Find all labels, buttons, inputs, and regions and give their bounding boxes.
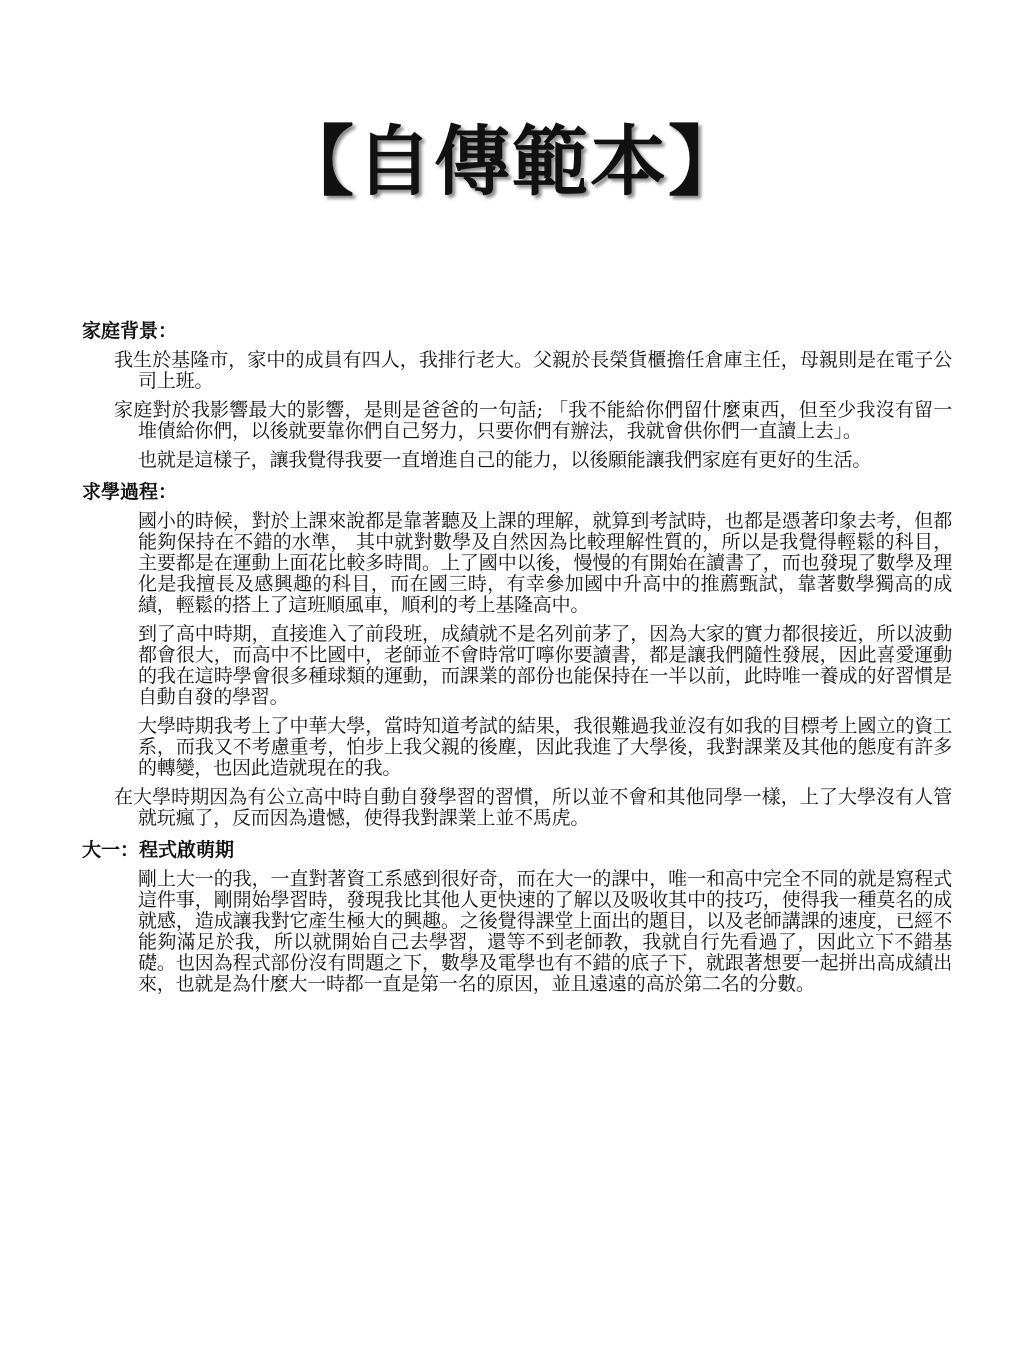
paragraph: 在大學時期因為有公立高中時自動自發學習的習慣，所以並不會和其他同學一樣，上了大學沒有人管就玩瘋了，反而因為遺憾，使得我對課業上並不馬虎。 [114, 786, 952, 829]
document-title: 【自傳範本】 [278, 117, 746, 206]
paragraph: 也就是這樣子，讓我覺得我要一直增進自己的能力，以後願能讓我們家庭有更好的生活。 [138, 449, 872, 471]
paragraph: 大學時期我考上了中華大學，當時知道考試的結果，我很難過我並沒有如我的目標考上國立的資工系，而我又不考慮重考，怕步上我父親的後塵，因此我進了大學後，我對課業及其他的態度有許多的轉變，也因此造就現在的我。 [138, 715, 952, 779]
paragraph: 到了高中時期，直接進入了前段班，成績就不是名列前茅了，因為大家的實力都很接近，所以波動都會很大，而高中不比國中，老師並不會時常叮嚀你要讀書，都是讓我們隨性發展，因此喜愛運動的我在這時學會很多種球類的運動，而課業的部份也能保持在一半以前，此時唯一養成的好習慣是自動自發的學習。 [138, 623, 952, 708]
paragraph: 我生於基隆市，家中的成員有四人，我排行老大。父親於長榮貨櫃擔任倉庫主任，母親則是在電子公司上班。 [114, 349, 952, 392]
paragraph: 國小的時候，對於上課來說都是靠著聽及上課的理解，就算到考試時，也都是憑著印象去考，但都能夠保持在不錯的水準， 其中就對數學及自然因為比較理解性質的，所以是我覺得輕鬆的科目，主要都是在運動上面花比較多時間。上了國中以後，慢慢的有開始在讀書了，而也發現了數學及理化是我擅長及感興趣的科目，而在國三時，有幸參加國中升高中的推薦甄試，靠著數學獨高的成績，輕鬆的搭上了這班順風車，順利的考上基隆高中。 [138, 510, 952, 616]
paragraph: 剛上大一的我，一直對著資工系感到很好奇，而在大一的課中，唯一和高中完全不同的就是寫程式這件事，剛開始學習時，發現我比其他人更快速的了解以及吸收其中的技巧，使得我一種莫名的成就感，造成讓我對它產生極大的興趣。之後覺得課堂上面出的題目，以及老師講課的速度，已經不能夠滿足於我，所以就開始自己去學習，還等不到老師教，我就自行先看過了，因此立下不錯基礎。也因為程式部份沒有問題之下，數學及電學也有不錯的底子下，就跟著想要一起拼出高成績出來，也就是為什麼大一時都一直是第一名的原因，並且遠遠的高於第二名的分數。 [138, 868, 952, 995]
section-heading-freshman: 大一：程式啟萌期 [82, 839, 235, 861]
paragraph: 家庭對於我影響最大的影響，是則是爸爸的一句話; 「我不能給你們留什麼東西，但至少我沒有留一堆債給你們，以後就要靠你們自己努力，只要你們有辦法，我就會供你們一直讀上去」。 [114, 399, 952, 442]
document-body [82, 318, 952, 1003]
section-heading-family: 家庭背景： [82, 320, 178, 342]
section-heading-education: 求學過程： [82, 481, 178, 503]
